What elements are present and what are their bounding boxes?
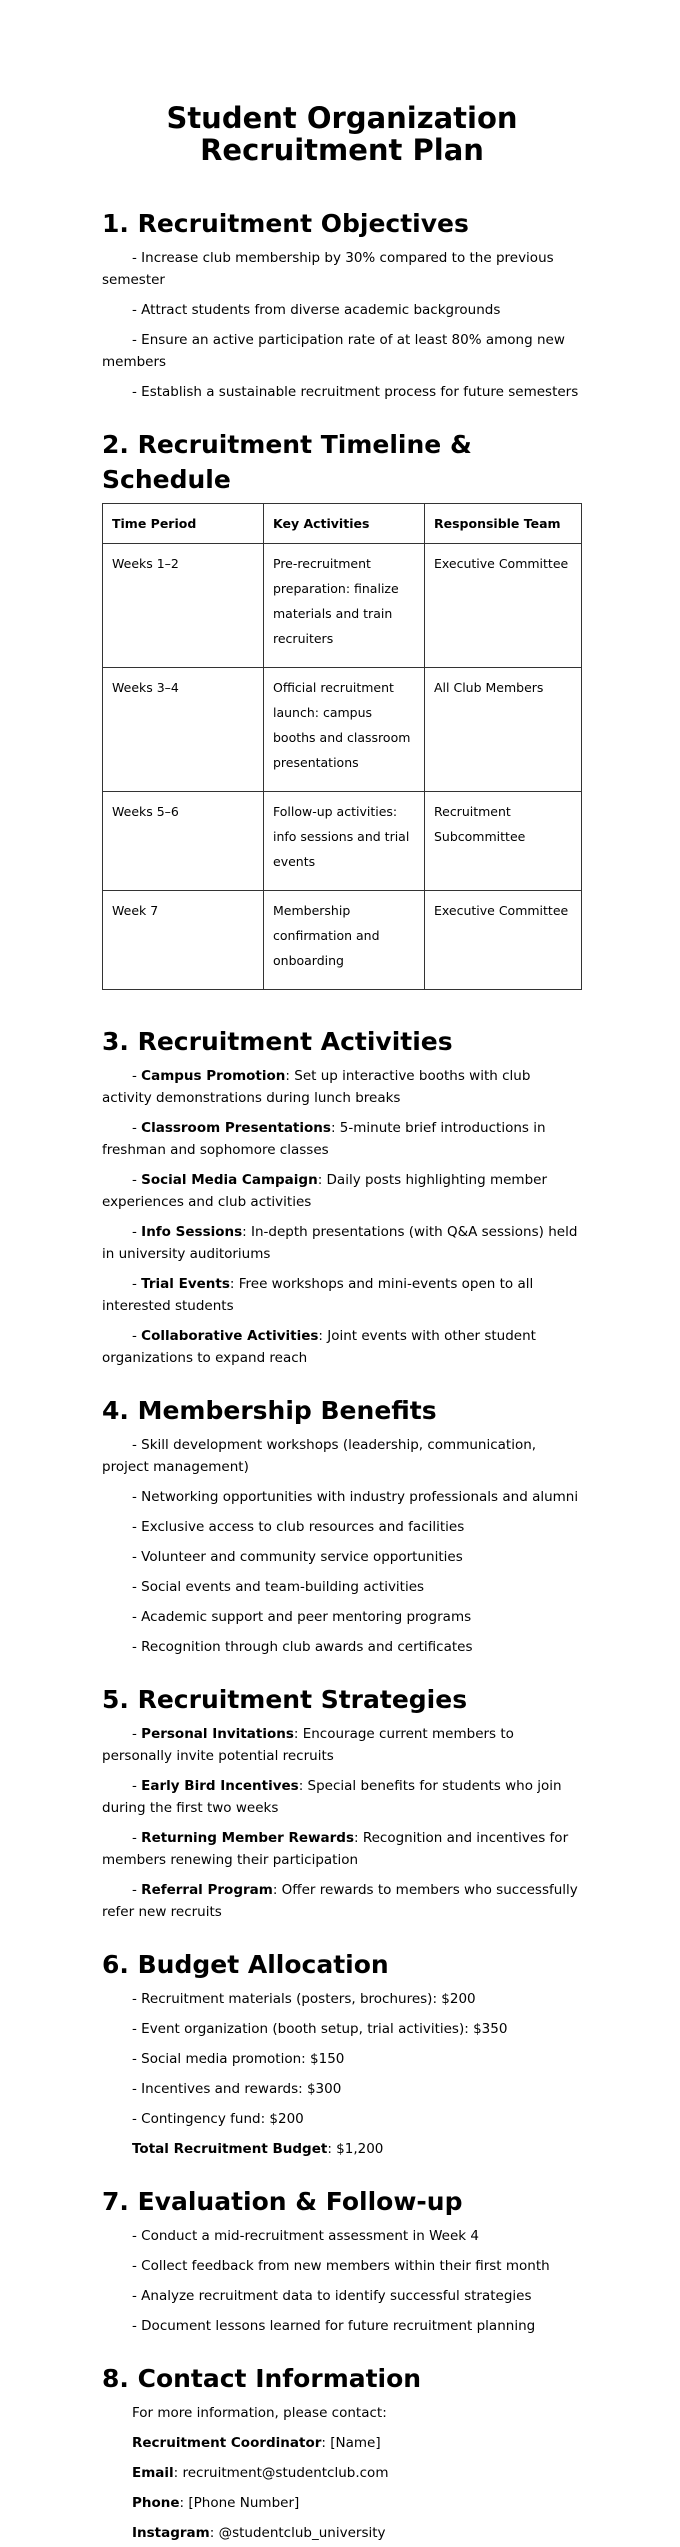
table-cell: Weeks 5–6 bbox=[103, 792, 264, 891]
item-label: Personal Invitations bbox=[141, 1726, 294, 1742]
item-label: Info Sessions bbox=[141, 1224, 243, 1240]
table-row bbox=[103, 544, 582, 668]
contact-coordinator: Recruitment Coordinator: [Name] bbox=[132, 2435, 381, 2451]
item-label: Social Media Campaign bbox=[141, 1172, 318, 1188]
strategies-section bbox=[102, 1682, 582, 1923]
list-item: - Event organization (booth setup, trial activities): $350 bbox=[132, 2021, 508, 2037]
contact-label: Email bbox=[132, 2465, 174, 2481]
list-item: - Recognition through club awards and certificates bbox=[132, 1639, 473, 1655]
table-row bbox=[103, 668, 582, 792]
list-item: - Returning Member Rewards: Recognition and incentives for members renewing their participation bbox=[102, 1830, 569, 1868]
list-item: - Personal Invitations: Encourage current members to personally invite potential recruits bbox=[102, 1726, 514, 1764]
list-item: - Exclusive access to club resources and facilities bbox=[132, 1519, 465, 1535]
timeline-table bbox=[102, 503, 582, 990]
activities-section bbox=[102, 1024, 582, 1369]
list-item: - Increase club membership by 30% compared to the previous semester bbox=[102, 250, 554, 288]
item-label: Collaborative Activities bbox=[141, 1328, 319, 1344]
list-item: - Trial Events: Free workshops and mini-events open to all interested students bbox=[102, 1276, 534, 1314]
item-label: Referral Program bbox=[141, 1882, 273, 1898]
list-item: - Establish a sustainable recruitment process for future semesters bbox=[132, 384, 579, 400]
list-item: - Early Bird Incentives: Special benefits for students who join during the first two weeks bbox=[102, 1778, 562, 1816]
column-header: Key Activities bbox=[264, 504, 425, 544]
table-cell: Follow-up activities: info sessions and trial events bbox=[264, 792, 425, 891]
table-cell: All Club Members bbox=[425, 668, 582, 792]
table-cell: Pre-recruitment preparation: finalize materials and train recruiters bbox=[264, 544, 425, 668]
contact-email: Email: recruitment@studentclub.com bbox=[132, 2465, 389, 2481]
list-item: - Incentives and rewards: $300 bbox=[132, 2081, 342, 2097]
contact-label: Instagram bbox=[132, 2525, 210, 2541]
column-header: Responsible Team bbox=[425, 504, 582, 544]
section-heading: 4. Membership Benefits bbox=[102, 1396, 437, 1425]
list-item: - Analyze recruitment data to identify successful strategies bbox=[132, 2288, 532, 2304]
table-cell: Membership confirmation and onboarding bbox=[264, 891, 425, 990]
item-label: Early Bird Incentives bbox=[141, 1778, 299, 1794]
contact-phone: Phone: [Phone Number] bbox=[132, 2495, 300, 2511]
section-heading: 7. Evaluation & Follow-up bbox=[102, 2187, 463, 2216]
objectives-section bbox=[102, 206, 582, 403]
list-item: - Volunteer and community service opportunities bbox=[132, 1549, 463, 1565]
list-item: - Social media promotion: $150 bbox=[132, 2051, 345, 2067]
list-item: - Social events and team-building activities bbox=[132, 1579, 425, 1595]
contact-intro: For more information, please contact: bbox=[132, 2405, 387, 2421]
table-cell: Week 7 bbox=[103, 891, 264, 990]
table-cell: Executive Committee bbox=[425, 544, 582, 668]
budget-section bbox=[102, 1947, 582, 2160]
table-row bbox=[103, 792, 582, 891]
list-item: - Attract students from diverse academic backgrounds bbox=[132, 302, 501, 318]
section-heading: 2. Recruitment Timeline & Schedule bbox=[102, 430, 472, 494]
list-item: - Collaborative Activities: Joint events with other student organizations to expand reach bbox=[102, 1328, 536, 1366]
item-label: Returning Member Rewards bbox=[141, 1830, 354, 1846]
item-label: Campus Promotion bbox=[141, 1068, 286, 1084]
list-item: - Contingency fund: $200 bbox=[132, 2111, 304, 2127]
list-item: - Campus Promotion: Set up interactive booths with club activity demonstrations during lunch breaks bbox=[102, 1068, 531, 1106]
table-header-row bbox=[103, 504, 582, 544]
section-heading: 1. Recruitment Objectives bbox=[102, 209, 469, 238]
list-item: - Conduct a mid-recruitment assessment in Week 4 bbox=[132, 2228, 479, 2244]
list-item: - Ensure an active participation rate of at least 80% among new members bbox=[102, 332, 565, 370]
section-heading: 8. Contact Information bbox=[102, 2364, 422, 2393]
section-heading: 3. Recruitment Activities bbox=[102, 1027, 453, 1056]
contact-section bbox=[102, 2361, 582, 2544]
list-item: - Social Media Campaign: Daily posts highlighting member experiences and club activities bbox=[102, 1172, 548, 1210]
list-item: - Collect feedback from new members within their first month bbox=[132, 2258, 550, 2274]
list-item: - Networking opportunities with industry professionals and alumni bbox=[132, 1489, 579, 1505]
document-title: Student Organization Recruitment Plan bbox=[166, 101, 518, 167]
table-cell: Weeks 1–2 bbox=[103, 544, 264, 668]
table-cell: Weeks 3–4 bbox=[103, 668, 264, 792]
list-item: - Recruitment materials (posters, brochures): $200 bbox=[132, 1991, 476, 2007]
budget-total: Total Recruitment Budget: $1,200 bbox=[132, 2141, 384, 2157]
timeline-section bbox=[102, 427, 582, 990]
list-item: - Academic support and peer mentoring programs bbox=[132, 1609, 472, 1625]
section-heading: 5. Recruitment Strategies bbox=[102, 1685, 468, 1714]
section-heading: 6. Budget Allocation bbox=[102, 1950, 389, 1979]
item-label: Classroom Presentations bbox=[141, 1120, 331, 1136]
benefits-section bbox=[102, 1393, 582, 1658]
table-cell: Official recruitment launch: campus booths and classroom presentations bbox=[264, 668, 425, 792]
list-item: - Referral Program: Offer rewards to members who successfully refer new recruits bbox=[102, 1882, 578, 1920]
list-item: - Info Sessions: In-depth presentations (with Q&A sessions) held in university auditoriums bbox=[102, 1224, 578, 1262]
column-header: Time Period bbox=[103, 504, 264, 544]
list-item: - Classroom Presentations: 5-minute brief introductions in freshman and sophomore classes bbox=[102, 1120, 546, 1158]
item-label: Trial Events bbox=[141, 1276, 230, 1292]
table-row bbox=[103, 891, 582, 990]
total-label: Total Recruitment Budget bbox=[132, 2141, 328, 2157]
list-item: - Skill development workshops (leadership, communication, project management) bbox=[102, 1437, 537, 1475]
table-cell: Recruitment Subcommittee bbox=[425, 792, 582, 891]
list-item: - Document lessons learned for future recruitment planning bbox=[132, 2318, 536, 2334]
evaluation-section bbox=[102, 2184, 582, 2337]
contact-label: Phone bbox=[132, 2495, 180, 2511]
table-cell: Executive Committee bbox=[425, 891, 582, 990]
contact-label: Recruitment Coordinator bbox=[132, 2435, 322, 2451]
contact-instagram: Instagram: @studentclub_university bbox=[132, 2525, 386, 2541]
